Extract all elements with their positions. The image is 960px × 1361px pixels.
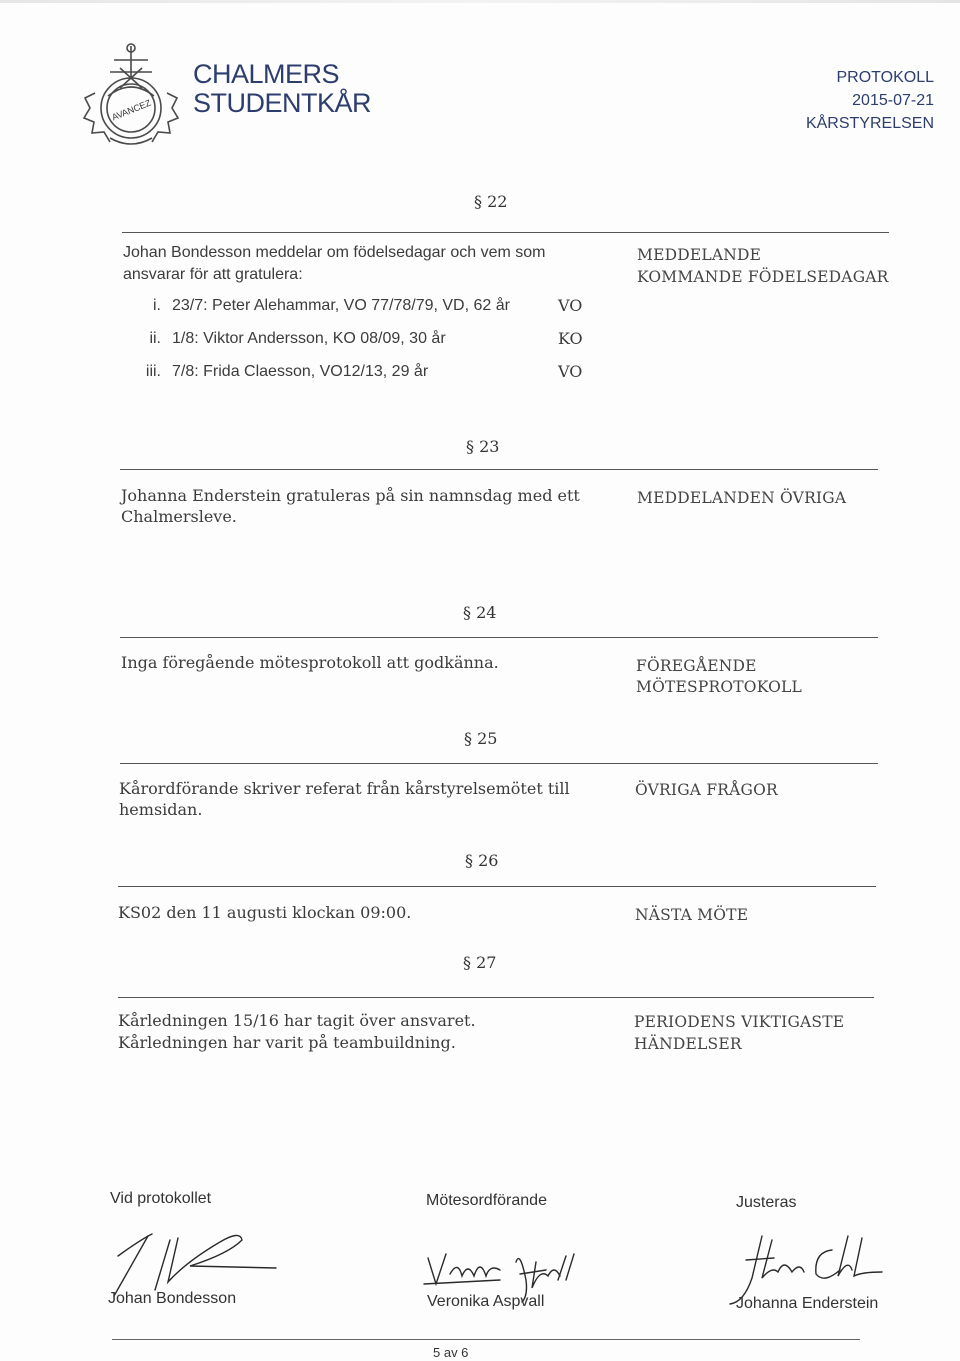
section-text: Kårledningen 15/16 har tagit över ansvaret.	[118, 1011, 476, 1030]
section-number: § 26	[465, 851, 499, 870]
section-text: Johan Bondesson meddelar om födelsedagar och vem som	[123, 244, 546, 261]
section-text: hemsidan.	[119, 800, 203, 819]
signature-role: Vid protokollet	[110, 1190, 212, 1207]
section-label: KOMMANDE FÖDELSEDAGAR	[637, 268, 889, 286]
list-item: 7/8: Frida Claesson, VO12/13, 29 år	[172, 363, 429, 380]
signature-role: Justeras	[736, 1194, 797, 1211]
section-label: HÄNDELSER	[634, 1035, 742, 1053]
list-marker: ii.	[149, 330, 161, 347]
section-rule	[118, 886, 876, 887]
section-rule	[118, 997, 874, 998]
signature-name: Johanna Enderstein	[736, 1295, 879, 1312]
section-rule	[120, 469, 878, 470]
section-text: Inga föregående mötesprotokoll att godkänna.	[121, 653, 499, 672]
signature-name: Johan Bondesson	[108, 1290, 237, 1307]
section-text: Kårledningen har varit på teambuildning.	[118, 1033, 456, 1052]
chalmers-studentkar-logo-icon	[80, 38, 182, 148]
section-text: Johanna Enderstein gratuleras på sin namnsdag med ett	[121, 486, 580, 505]
org-name-line1: CHALMERS	[193, 59, 340, 89]
section-label: MÖTESPROTOKOLL	[636, 678, 802, 696]
section-label: ÖVRIGA FRÅGOR	[635, 781, 778, 799]
section-text: Kårordförande skriver referat från kårstyrelsemötet till	[119, 779, 570, 798]
doc-date: 2015-07-21	[852, 92, 934, 109]
org-name-line2: STUDENTKÅR	[193, 88, 372, 118]
signature-role: Mötesordförande	[426, 1192, 547, 1209]
section-number: § 22	[474, 192, 508, 211]
section-label: FÖREGÅENDE	[636, 657, 757, 675]
section-number: § 27	[463, 953, 497, 972]
section-text: ansvarar för att gratulera:	[123, 266, 303, 283]
scan-top-edge	[0, 0, 960, 3]
list-item: 1/8: Viktor Andersson, KO 08/09, 30 år	[172, 330, 446, 347]
list-item-section: VO	[558, 362, 583, 381]
doc-body: KÅRSTYRELSEN	[805, 115, 934, 132]
list-marker: iii.	[145, 363, 161, 380]
section-text: KS02 den 11 augusti klockan 09:00.	[118, 903, 412, 922]
handwritten-signature-1	[100, 1220, 300, 1300]
section-label: PERIODENS VIKTIGASTE	[634, 1013, 845, 1031]
signature-name: Veronika Aspvall	[427, 1293, 545, 1310]
list-item: 23/7: Peter Alehammar, VO 77/78/79, VD, 62 år	[172, 297, 510, 314]
list-item-section: VO	[558, 296, 583, 315]
page-number: 5 av 6	[433, 1345, 469, 1360]
section-number: § 25	[464, 729, 498, 748]
section-number: § 23	[466, 437, 500, 456]
section-text: Chalmersleve.	[121, 507, 237, 526]
section-number: § 24	[463, 603, 497, 622]
list-marker: i.	[153, 297, 161, 314]
section-rule	[120, 637, 878, 638]
document-header	[806, 66, 934, 135]
footer-rule	[112, 1339, 860, 1340]
doc-type: PROTOKOLL	[836, 69, 934, 86]
section-label: NÄSTA MÖTE	[635, 906, 749, 924]
section-rule	[122, 232, 889, 233]
section-rule	[120, 763, 878, 764]
list-item-section: KO	[558, 329, 583, 348]
logo-banner-text: AVANCEZ	[110, 97, 153, 123]
org-name	[193, 60, 371, 118]
section-label: MEDDELANDE	[637, 246, 762, 264]
section-label: MEDDELANDEN ÖVRIGA	[637, 489, 847, 507]
